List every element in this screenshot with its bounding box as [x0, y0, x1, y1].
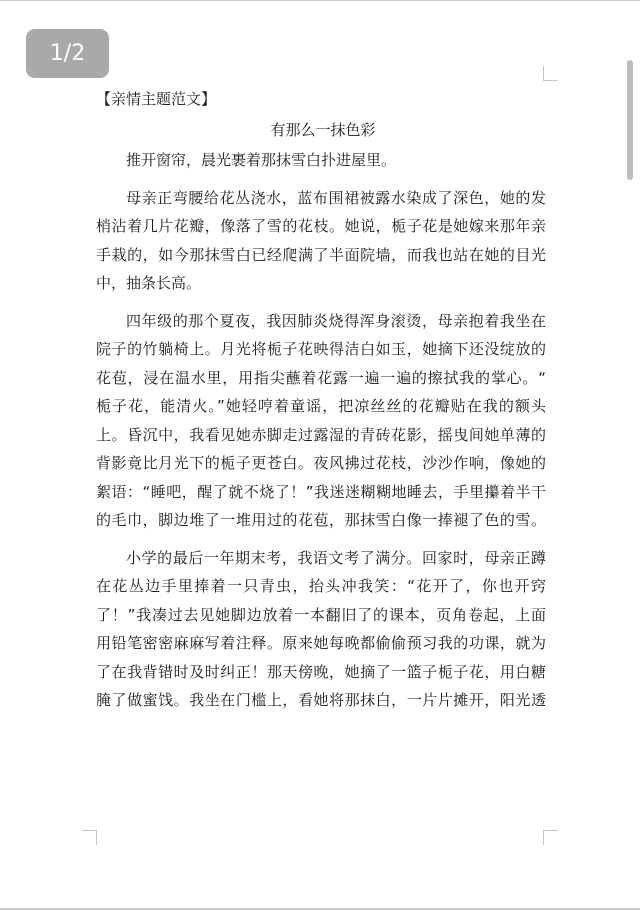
crop-mark-top-right	[543, 66, 558, 81]
paragraph-line: 栀子花，能清火。”她轻哼着童谣，把凉丝丝的花瓣贴在我的额头	[96, 397, 546, 415]
paragraph-line: 在花丛边手里捧着一只青虫，抬头冲我笑：“花开了，你也开窍	[96, 577, 546, 595]
paragraph-line: 用铅笔密密麻麻写着注释。原来她每晚都偷偷预习我的功课，就为	[96, 634, 546, 652]
scrollbar-thumb[interactable]	[627, 60, 633, 180]
paragraph-2	[96, 184, 546, 298]
paragraph-line: 絮语：“睡吧，醒了就不烧了！”我迷迷糊糊地睡去，手里攥着半干	[96, 482, 546, 501]
page-indicator: 1/2	[26, 29, 109, 78]
paragraph-line: 上。昏沉中，我看见她赤脚走过露湿的青砖花影，摇曳间她单薄的	[96, 425, 546, 444]
paragraph-line: 梢沾着几片花瓣，像落了雪的花枝。她说，栀子花是她嫁来那年亲	[96, 217, 546, 235]
bottom-divider	[0, 908, 640, 910]
paragraph-line: 花苞，浸在温水里，用指尖蘸着花露一遍一遍的擦拭我的掌心。“	[96, 368, 546, 387]
paragraph-1	[96, 146, 546, 175]
paragraph-line: 的毛巾，脚边堆了一堆用过的花苞，那抹雪白像一捧褪了色的雪。	[96, 511, 546, 529]
essay-title: 有那么一抹色彩	[270, 121, 376, 139]
paragraph-line: 母亲正弯腰给花丛浇水，蓝布围裙被露水染成了深色，她的发	[126, 188, 546, 207]
crop-mark-bottom-right	[543, 830, 558, 845]
paragraph-line: 了在我背错时及时纠正！那天傍晚，她摘了一篮子栀子花，用白糖	[96, 662, 546, 681]
paragraph-3	[96, 307, 546, 535]
paragraph-line: 中，抽条长高。	[96, 274, 202, 292]
paragraph-line: 了！”我凑过去见她脚边放着一本翻旧了的课本，页角卷起，上面	[96, 605, 546, 624]
paragraph-line: 腌了做蜜饯。我坐在门槛上，看她将那抹白，一片片摊开，阳光透	[96, 691, 546, 709]
paragraph-line: 四年级的那个夏夜，我因肺炎烧得浑身滚烫，母亲抱着我坐在	[126, 311, 546, 330]
document-page	[96, 84, 546, 724]
paragraph-4	[96, 544, 546, 715]
paragraph-line: 小学的最后一年期末考，我语文考了满分。回家时，母亲正蹲	[126, 548, 546, 567]
paragraph-line: 推开窗帘，晨光裹着那抹雪白扑进屋里。	[126, 151, 397, 169]
paragraph-line: 手栽的，如今那抹雪白已经爬满了半面院墙，而我也站在她的目光	[96, 245, 546, 264]
paragraph-line: 背影竟比月光下的栀子更苍白。夜风拂过花枝，沙沙作响，像她的	[96, 454, 546, 472]
top-divider	[0, 0, 640, 1]
crop-mark-bottom-left	[82, 830, 97, 845]
section-heading: 【亲情主题范文】	[96, 90, 217, 108]
paragraph-line: 院子的竹躺椅上。月光将栀子花映得洁白如玉，她摘下还没绽放的	[96, 340, 546, 358]
